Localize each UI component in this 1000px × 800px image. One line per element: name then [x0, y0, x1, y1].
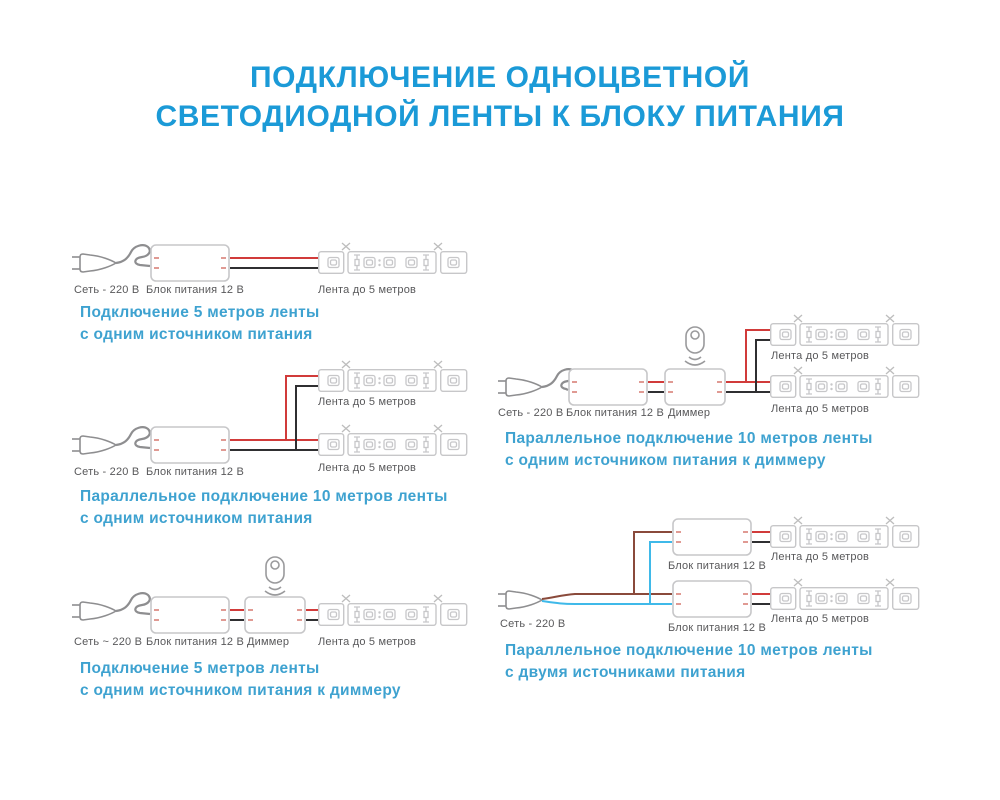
caption-line: Параллельное подключение 10 метров ленты — [505, 430, 873, 447]
label-psu: Блок питания 12 В — [146, 284, 245, 296]
diagram-caption — [80, 302, 320, 346]
label-psu: Блок питания 12 В — [146, 466, 245, 478]
label-mains: Сеть ~ 220 В — [74, 636, 143, 648]
power-supply-box — [673, 519, 751, 555]
led-strip-graphic — [319, 595, 467, 625]
caption-line: с одним источником питания — [80, 510, 313, 527]
diagram-caption — [505, 428, 873, 472]
page-title-line1: ПОДКЛЮЧЕНИЕ ОДНОЦВЕТНОЙ — [249, 61, 751, 94]
caption-line: с одним источником питания к диммеру — [80, 682, 401, 699]
label-strip-bottom: Лента до 5 метров — [771, 403, 870, 415]
led-strip-graphic — [319, 425, 467, 455]
power-supply-box — [673, 581, 751, 617]
power-plug-icon — [72, 602, 116, 620]
remote-control-icon — [685, 327, 705, 365]
led-strip-graphic — [319, 243, 467, 273]
wire-blue — [542, 601, 672, 604]
power-supply-box — [151, 427, 229, 463]
diagram-caption — [80, 486, 448, 530]
caption-line: Параллельное подключение 10 метров ленты — [80, 488, 448, 505]
caption-line: Подключение 5 метров ленты — [80, 660, 320, 677]
label-dimmer: Диммер — [668, 407, 711, 419]
label-dimmer: Диммер — [247, 636, 290, 648]
wire-brown — [542, 594, 672, 599]
dimmer-box — [245, 597, 305, 633]
dimmer-box — [665, 369, 725, 405]
label-psu-top: Блок питания 12 В — [668, 560, 767, 572]
label-strip-top: Лента до 5 метров — [771, 551, 870, 563]
label-psu: Блок питания 12 В — [566, 407, 665, 419]
mains-cable — [116, 593, 150, 614]
label-mains: Сеть - 220 В — [500, 618, 566, 630]
label-mains: Сеть - 220 В — [498, 407, 564, 419]
diagram-caption — [505, 640, 873, 684]
caption-line: с одним источником питания — [80, 326, 313, 343]
label-strip-bottom: Лента до 5 метров — [771, 613, 870, 625]
label-strip: Лента до 5 метров — [318, 284, 417, 296]
diagram-3-dimmer-single-strip — [72, 557, 467, 633]
caption-line: с двумя источниками питания — [505, 664, 746, 681]
diagram-1-single-strip — [72, 243, 467, 281]
power-plug-icon — [498, 591, 542, 609]
diagram-2-parallel-one-psu — [72, 361, 467, 463]
label-mains: Сеть - 220 В — [74, 466, 140, 478]
label-mains: Сеть - 220 В — [74, 284, 140, 296]
label-strip-bottom: Лента до 5 метров — [318, 462, 417, 474]
power-plug-icon — [498, 378, 542, 396]
led-strip-graphic — [771, 517, 919, 547]
label-strip: Лента до 5 метров — [318, 636, 417, 648]
power-plug-icon — [72, 254, 116, 272]
label-psu: Блок питания 12 В — [146, 636, 245, 648]
power-supply-box — [151, 597, 229, 633]
caption-line: с одним источником питания к диммеру — [505, 452, 826, 469]
led-strip-graphic — [771, 579, 919, 609]
label-strip-top: Лента до 5 метров — [318, 396, 417, 408]
led-strip-graphic — [771, 367, 919, 397]
led-strip-graphic — [771, 315, 919, 345]
mains-cable — [116, 245, 150, 266]
power-supply-box — [151, 245, 229, 281]
wire-black-branch — [756, 340, 770, 392]
caption-line: Параллельное подключение 10 метров ленты — [505, 642, 873, 659]
diagram-caption — [80, 658, 401, 702]
label-strip-top: Лента до 5 метров — [771, 350, 870, 362]
label-psu-bottom: Блок питания 12 В — [668, 622, 767, 634]
power-supply-box — [569, 369, 647, 405]
led-strip-graphic — [319, 361, 467, 391]
wire-red-branch — [746, 330, 770, 382]
caption-line: Подключение 5 метров ленты — [80, 304, 320, 321]
mains-cable — [116, 427, 150, 448]
page-title-line2: СВЕТОДИОДНОЙ ЛЕНТЫ К БЛОКУ ПИТАНИЯ — [155, 100, 845, 133]
remote-control-icon — [265, 557, 285, 595]
power-plug-icon — [72, 436, 116, 454]
